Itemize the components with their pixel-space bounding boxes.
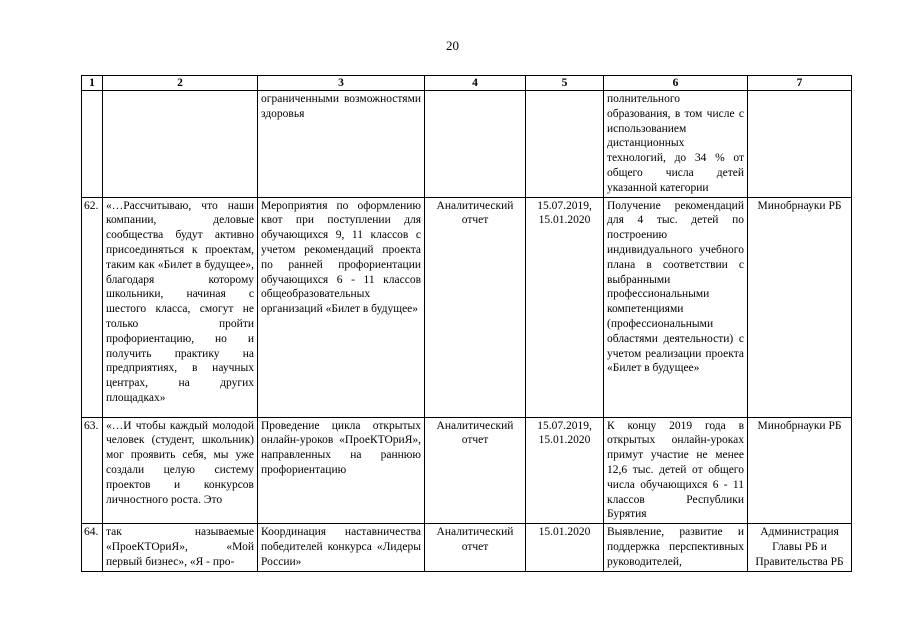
instruction-cell: «…Рассчитываю, что наши компании, деловые сообщества будут активно присоединяться к проектам, таким как «Билет в будущее», благодаря которому школьники, начиная с шестого класса, смогут не только пройти профориентацию, но и получить практику на предприятиях, в научных центрах, на других площадках»	[103, 197, 258, 417]
header-cell: 1	[82, 76, 103, 91]
deadline-cell	[526, 91, 604, 198]
responsible-cell: Администрация Главы РБ и Правительства РБ	[748, 524, 852, 571]
responsible-cell	[748, 91, 852, 198]
result-cell: К концу 2019 года в открытых онлайн-уроках примут участие не менее 12,6 тыс. детей от общего числа обучающихся 6 - 11 классов Республики Бурятия	[604, 417, 748, 524]
header-row	[82, 76, 852, 91]
header-cell: 6	[604, 76, 748, 91]
measure-cell: Мероприятия по оформлению квот при поступлении для обучающихся 9, 11 классов с учетом рекомендаций проекта по ранней профориентации обучающихся 6 - 11 классов общеобразовательных организаций «Билет в будущее»	[258, 197, 425, 417]
measure-cell: ограниченными возможностями здоровья	[258, 91, 425, 198]
row-number	[82, 91, 103, 198]
instruction-cell: так называемые «ПроеКТОриЯ», «Мой первый бизнес», «Я - про-	[103, 524, 258, 571]
document-type-cell: Аналитический отчет	[425, 524, 526, 571]
measure-cell: Координация наставничества победителей конкурса «Лидеры России»	[258, 524, 425, 571]
instruction-cell	[103, 91, 258, 198]
responsible-cell: Минобрнауки РБ	[748, 417, 852, 524]
document-type-cell: Аналитический отчет	[425, 197, 526, 417]
deadline-cell: 15.07.2019, 15.01.2020	[526, 417, 604, 524]
header-cell: 2	[103, 76, 258, 91]
header-cell: 4	[425, 76, 526, 91]
header-cell: 7	[748, 76, 852, 91]
header-cell: 5	[526, 76, 604, 91]
table-row	[82, 197, 852, 417]
table-row	[82, 91, 852, 198]
measure-cell: Проведение цикла открытых онлайн-уроков «ПроеКТОриЯ», направленных на раннюю профориентацию	[258, 417, 425, 524]
result-cell: Получение рекомендаций для 4 тыс. детей по построению индивидуального учебного плана в соответствии с выбранными профессиональными компетенциями (профессиональными областями деятельности) с учетом реализации проекта «Билет в будущее»	[604, 197, 748, 417]
result-cell: Выявление, развитие и поддержка перспективных руководителей,	[604, 524, 748, 571]
page-number: 20	[446, 38, 459, 53]
deadline-cell: 15.07.2019, 15.01.2020	[526, 197, 604, 417]
measures-table	[81, 75, 852, 572]
result-cell: полнительного образования, в том числе с использованием дистанционных технологий, до 34 % от общего числа детей указанной категории	[604, 91, 748, 198]
row-number: 62.	[82, 197, 103, 417]
instruction-cell: «…И чтобы каждый молодой человек (студент, школьник) мог проявить себя, мы уже создали целую систему проектов и конкурсов личностного роста. Это	[103, 417, 258, 524]
document-type-cell	[425, 91, 526, 198]
responsible-cell: Минобрнауки РБ	[748, 197, 852, 417]
deadline-cell: 15.01.2020	[526, 524, 604, 571]
document-type-cell: Аналитический отчет	[425, 417, 526, 524]
header-cell: 3	[258, 76, 425, 91]
row-number: 64.	[82, 524, 103, 571]
table-row	[82, 417, 852, 524]
row-number: 63.	[82, 417, 103, 524]
table-row	[82, 524, 852, 571]
